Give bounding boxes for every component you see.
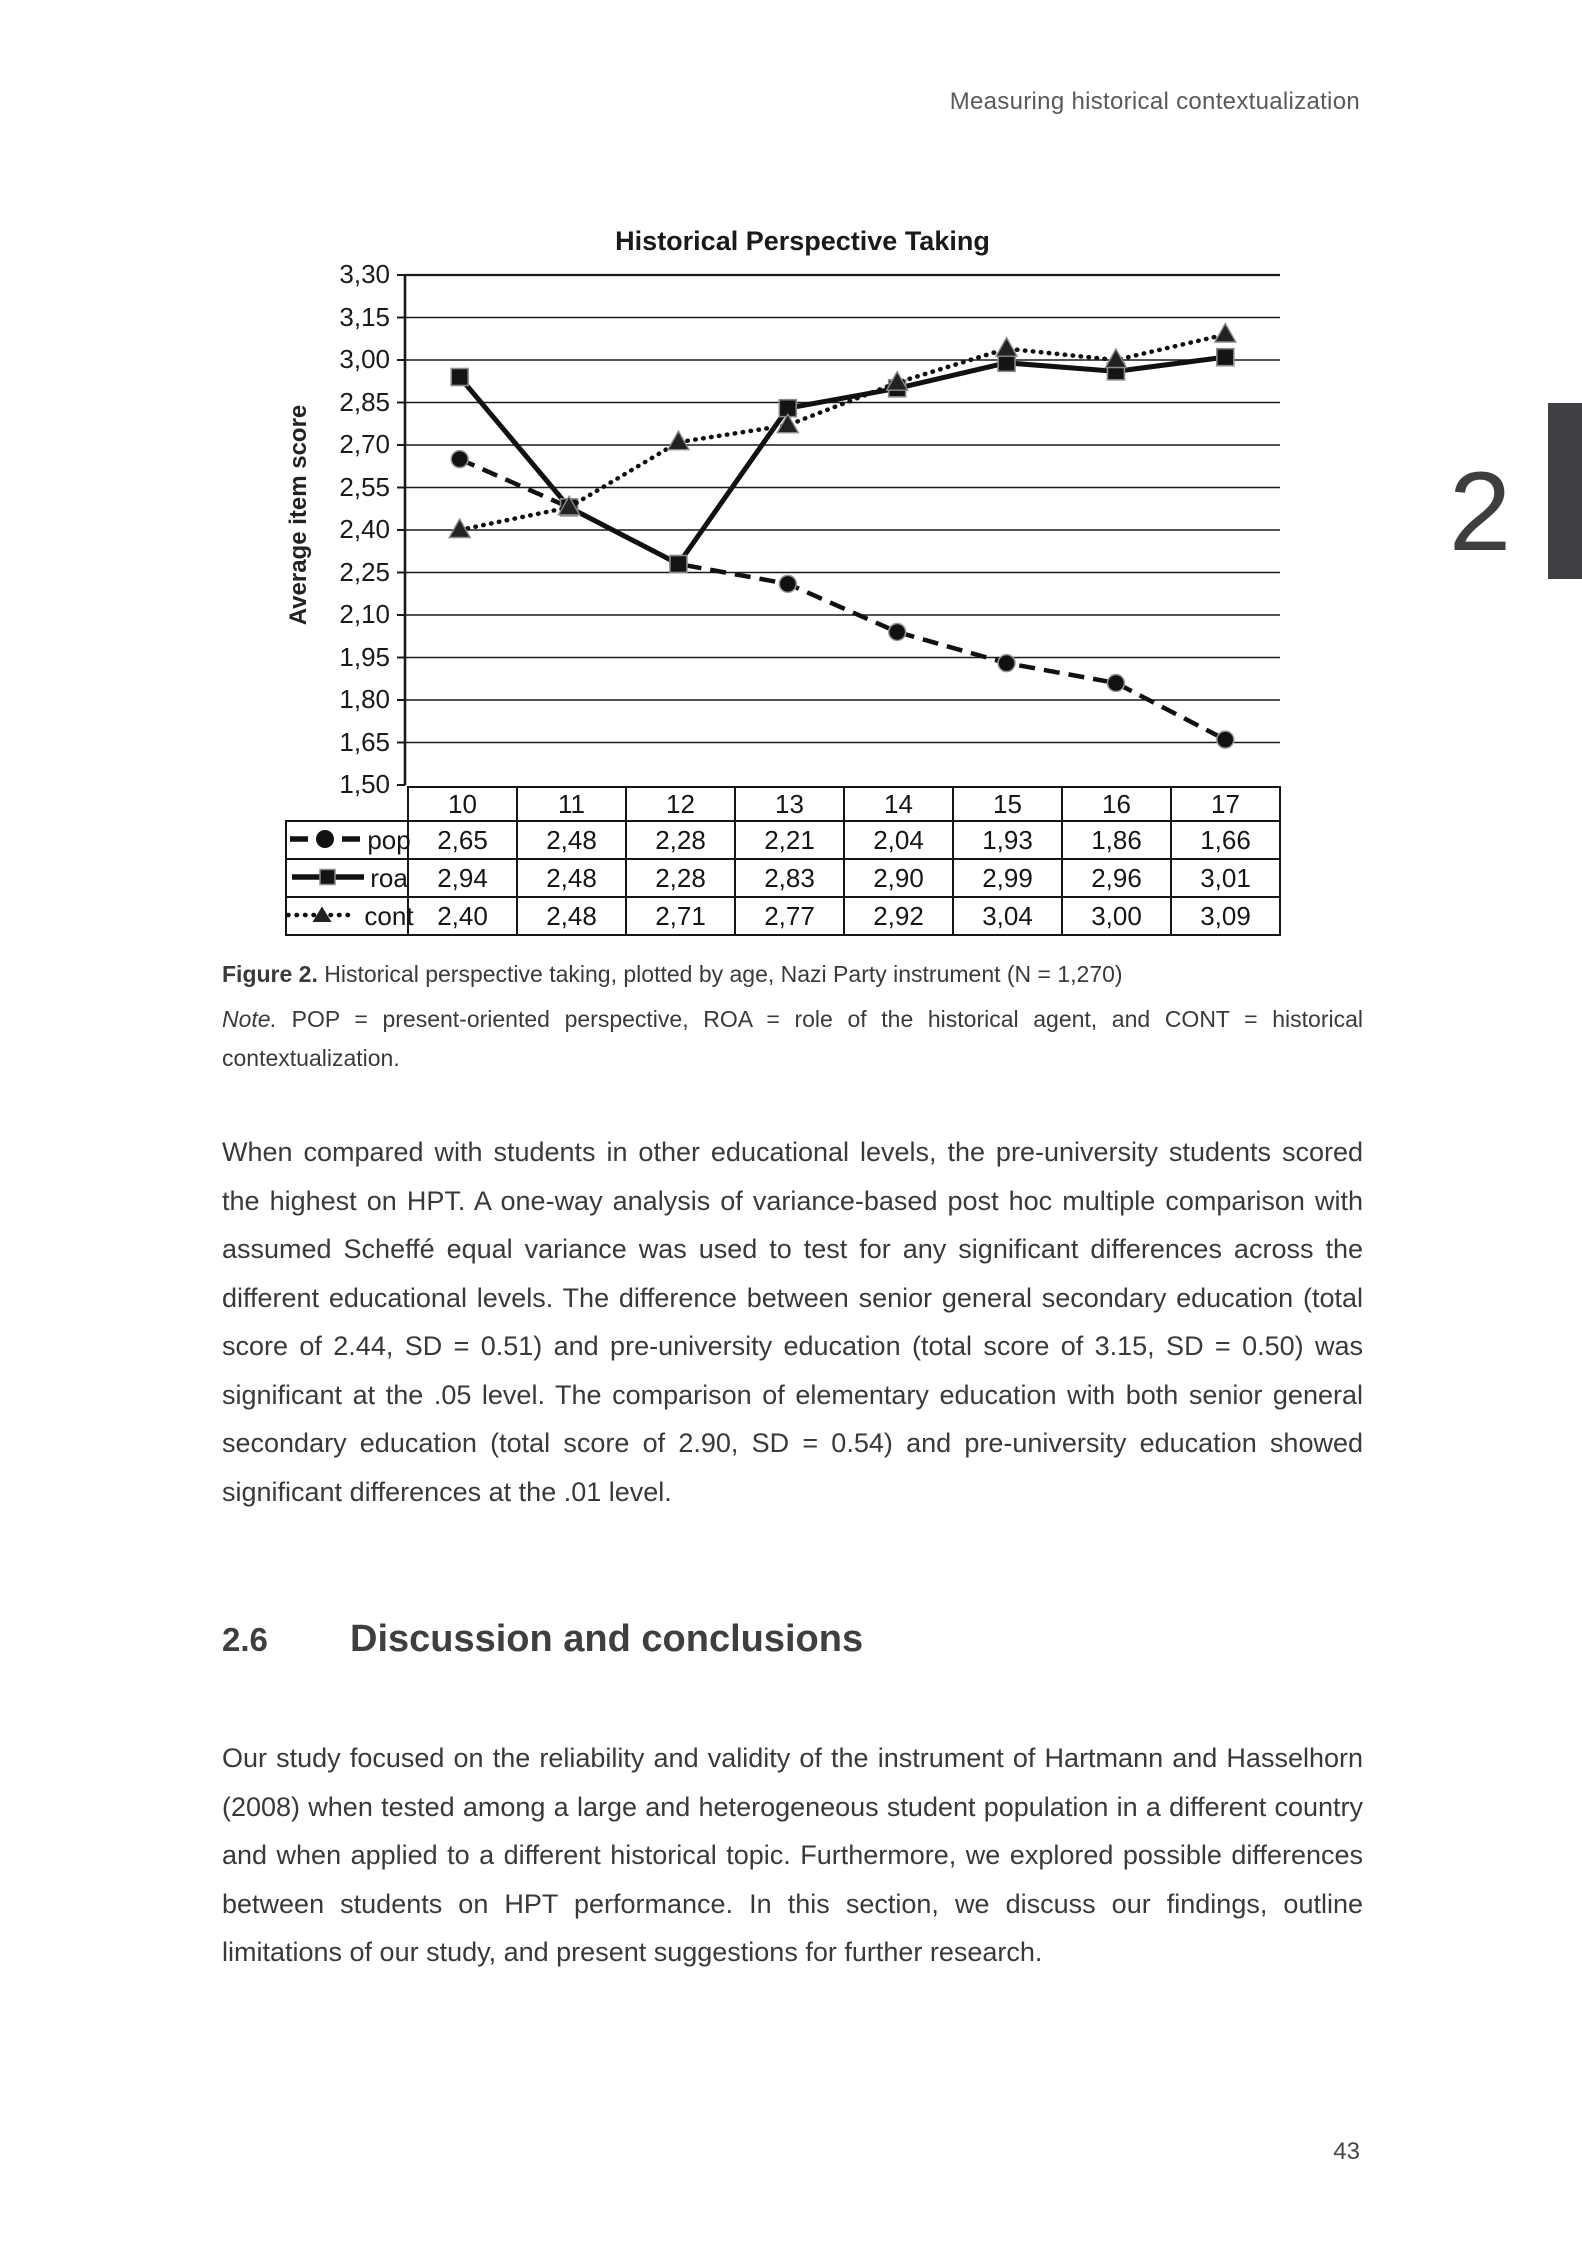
body-paragraph-1: When compared with students in other educational levels, the pre-university students scored the highest on HPT. A one-way analysis of variance-based post hoc multiple comparison with assumed Scheffé equal variance was used to test for any significant differences across the different educational levels. The difference between senior general secondary education (total score of 2.44, SD = 0.51) and pre-university education (total score of 3.15, SD = 0.50) was significant at the .05 level. The comparison of elementary education with both senior general secondary education (total score of 2.90, SD = 0.54) and pre-university education showed significant differences at the .01 level.: [222, 1137, 1363, 1507]
y-axis-title: Average item score: [285, 404, 312, 626]
roa-value-age-12: 2,28: [626, 859, 735, 897]
y-axis-tick-label: 1,50: [339, 769, 390, 799]
cont-legend-cell: [286, 897, 414, 935]
cont-value-age-14: 2,92: [844, 897, 953, 935]
cont-value-age-17: 3,09: [1171, 897, 1280, 935]
body-paragraph-2: Our study focused on the reliability and validity of the instrument of Hartmann and Hasselhorn (2008) when tested among a large and heterogeneous student population in a different country and when applied to a different historical topic. Furthermore, we explored possible differences between students on HPT performance. In this section, we discuss our findings, outline limitations of our study, and present suggestions for further research.: [222, 1743, 1363, 1967]
age-column-header: 14: [844, 787, 953, 821]
figure-note-label: Note.: [222, 1006, 277, 1032]
y-axis-tick-label: 3,15: [339, 301, 390, 332]
cont-data-point-15: [996, 338, 1017, 357]
cont-value-age-12: 2,71: [626, 897, 735, 935]
y-axis-tick-label: 1,80: [339, 684, 390, 714]
figure-caption-label: Figure 2.: [222, 961, 318, 987]
pop-value-age-11: 2,48: [517, 821, 626, 859]
roa-data-point-17: [1217, 349, 1234, 366]
y-axis-tick-label: 2,40: [339, 514, 390, 544]
pop-value-age-17: 1,66: [1171, 821, 1280, 859]
figure-note-text: POP = present-oriented perspective, ROA = role of the historical agent, and CONT = historical contextualization.: [222, 1006, 1363, 1071]
chart-title: Historical Perspective Taking: [615, 226, 990, 256]
cont-value-age-16: 3,00: [1062, 897, 1171, 935]
chapter-number: 2: [1448, 449, 1512, 574]
pop-data-point-10: [451, 451, 468, 468]
figure-caption: [222, 958, 1363, 990]
y-axis-tick-label: 2,70: [339, 429, 390, 459]
roa-value-age-10: 2,94: [408, 859, 517, 897]
figure-note: [222, 1000, 1363, 1078]
section-heading-number: 2.6: [222, 1621, 268, 1658]
pop-data-point-17: [1217, 731, 1234, 748]
age-column-header: 12: [626, 787, 735, 821]
roa-data-point-12: [670, 556, 687, 573]
cont-value-age-15: 3,04: [953, 897, 1062, 935]
y-axis-tick-label: 2,85: [339, 386, 390, 417]
pop-value-age-16: 1,86: [1062, 821, 1171, 859]
roa-value-age-14: 2,90: [844, 859, 953, 897]
page-number: 43: [1333, 2138, 1360, 2165]
age-column-header: 13: [735, 787, 844, 821]
age-column-header: 17: [1171, 787, 1280, 821]
section-heading: [222, 1618, 1363, 1661]
roa-value-age-15: 2,99: [953, 859, 1062, 897]
pop-value-age-10: 2,65: [408, 821, 517, 859]
pop-data-point-15: [998, 655, 1015, 672]
y-axis-tick-label: 2,25: [339, 556, 390, 587]
section-heading-title: Discussion and conclusions: [350, 1618, 864, 1660]
pop-table-row: [286, 821, 1280, 859]
cont-value-age-13: 2,77: [735, 897, 844, 935]
pop-data-point-14: [889, 624, 906, 641]
roa-value-age-17: 3,01: [1171, 859, 1280, 897]
chapter-tab-bar: [1548, 403, 1582, 579]
roa-legend-cell: [286, 859, 408, 897]
y-axis-tick-label: 3,30: [339, 259, 390, 289]
pop-value-age-13: 2,21: [735, 821, 844, 859]
roa-value-age-11: 2,48: [517, 859, 626, 897]
pop-legend-cell: [286, 821, 411, 859]
pop-value-age-14: 2,04: [844, 821, 953, 859]
line-chart-plot-area: [395, 273, 1282, 790]
age-column-header: 15: [953, 787, 1062, 821]
roa-series-marker-icon: [290, 863, 366, 894]
pop-data-point-13: [779, 575, 796, 592]
roa-value-age-16: 2,96: [1062, 859, 1171, 897]
roa-table-row: [286, 859, 1280, 897]
pop-data-point-16: [1107, 675, 1124, 692]
y-axis-tick-label: 2,10: [339, 599, 390, 629]
roa-series-label: roa: [370, 862, 408, 893]
age-column-header: 11: [517, 787, 626, 821]
roa-data-point-15: [998, 354, 1015, 371]
pop-value-age-15: 1,93: [953, 821, 1062, 859]
pop-value-age-12: 2,28: [626, 821, 735, 859]
cont-series-marker-icon: [284, 901, 360, 932]
y-axis-tick-label: 1,95: [339, 641, 390, 672]
chart-data-table: [285, 786, 1281, 936]
cont-data-point-16: [1105, 349, 1126, 368]
cont-series-label: cont: [364, 900, 414, 931]
y-axis-tick-label: 2,55: [339, 471, 390, 502]
y-axis-tick-label: 3,00: [339, 344, 390, 374]
data-table-category-row: [286, 787, 1280, 821]
running-header: Measuring historical contextualization: [949, 88, 1360, 115]
cont-data-point-17: [1215, 324, 1236, 343]
y-axis-tick-label: 1,65: [339, 726, 390, 757]
age-column-header: 16: [1062, 787, 1171, 821]
roa-value-age-13: 2,83: [735, 859, 844, 897]
cont-value-age-10: 2,40: [408, 897, 517, 935]
figure-caption-text: Historical perspective taking, plotted by age, Nazi Party instrument (N = 1,270): [317, 961, 1123, 987]
cont-value-age-11: 2,48: [517, 897, 626, 935]
cont-table-row: [286, 897, 1280, 935]
pop-series-label: pop: [367, 824, 411, 855]
roa-data-point-10: [451, 369, 468, 386]
data-table-blank-cell: [286, 787, 408, 821]
age-column-header: 10: [408, 787, 517, 821]
roa-series-line: [460, 357, 1226, 564]
pop-series-marker-icon: [287, 825, 363, 856]
